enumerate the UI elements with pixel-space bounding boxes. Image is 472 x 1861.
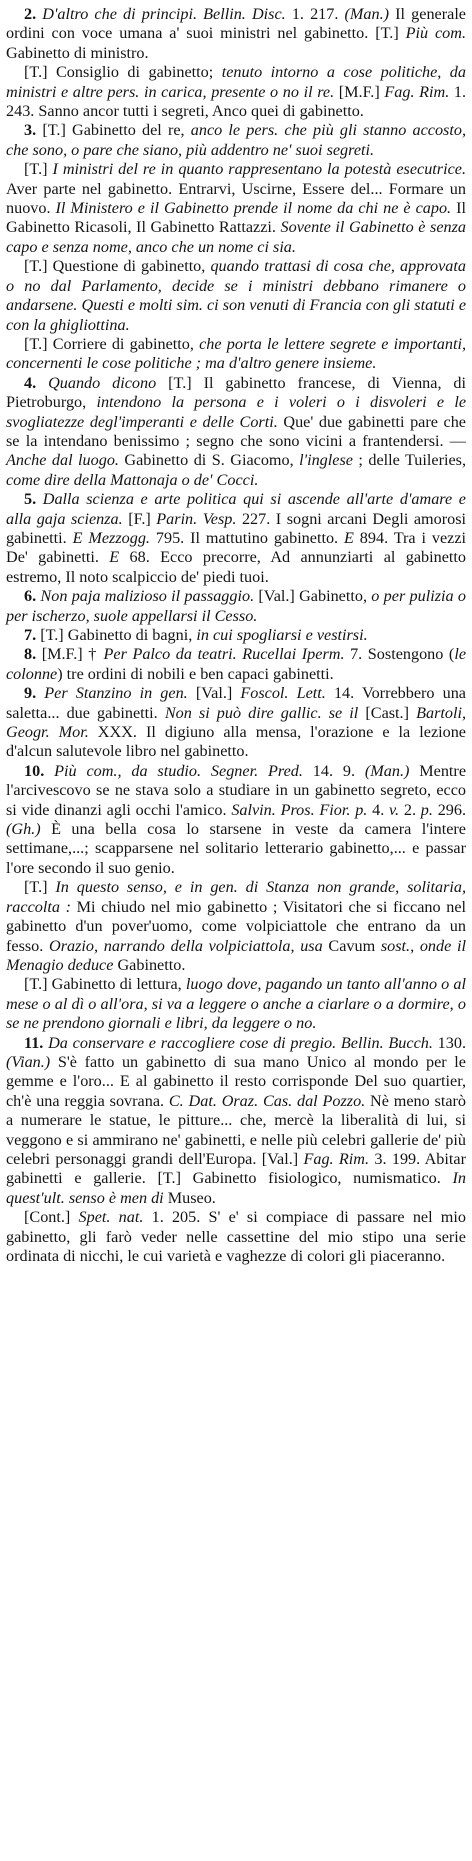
text-segment: 795. Il mattutino gabinetto. [149, 528, 344, 547]
text-segment: E [344, 528, 354, 547]
text-segment: [T.] Questione di gabinetto, [24, 257, 211, 276]
text-segment: [T.] Corriere di gabinetto, [24, 334, 200, 353]
text-segment: (Gh.) [6, 820, 41, 839]
entry-paragraph [6, 490, 466, 587]
text-segment: [Val.] [187, 684, 241, 703]
entry-paragraph [6, 160, 466, 257]
text-segment: Per Palco da teatri. Rucellai Iperm. [103, 645, 345, 664]
text-segment: ) tre ordini di nobili e ben capaci gabinetti. [57, 664, 334, 683]
text-segment: v. [389, 800, 400, 819]
text-segment: (Vian.) [6, 1052, 51, 1071]
text-segment: [T.] Consiglio di gabinetto; [24, 63, 222, 82]
entry-paragraph [6, 626, 466, 645]
text-segment: [T.] Gabinetto di bagni, [36, 626, 197, 644]
text-segment: 4. [367, 800, 390, 819]
text-segment: XXX. Il digiuno alla mensa, l'orazione e la lezione d'alcun salutevole libro nel gabinetto. [6, 723, 466, 761]
text-segment: Il Ministero e il Gabinetto prende il nome da chi ne è capo. [55, 199, 452, 218]
text-segment: 1. 205. S' e' si compiace di passare nel mio gabinetto, gli farò veder nelle cassettine del mio stipo una serie ordinata di nicchi, le cui varietà e vaghezze di colori gli piaceranno. [6, 1208, 466, 1265]
text-segment: Orazio, narrando della volpiciattola, usa [49, 936, 323, 955]
text-segment: I ministri del re in quanto rappresentano la potestà esecutrice. [52, 160, 466, 179]
text-segment: Bartoli, Geogr. Mor. [6, 703, 467, 742]
text-segment: intendono la persona e i voleri o i disvoleri e le svogliatezze degl'imperanti e delle Corti. [6, 393, 467, 431]
text-segment: le colonne [6, 645, 467, 683]
text-segment: in cui spogliarsi e vestirsi. [196, 626, 368, 644]
text-segment: (Man.) [364, 761, 410, 780]
text-segment: [M.F.] [334, 82, 385, 101]
text-segment: come dire della Mattonaja o de' Cocci. [6, 470, 259, 489]
text-segment: p. [420, 800, 433, 819]
text-segment: Foscol. Lett. [240, 684, 326, 703]
text-segment: 7. [24, 626, 37, 644]
text-segment: Salvin. Pros. Fior. p. [231, 800, 368, 819]
entry-paragraph [6, 335, 466, 374]
text-segment: 9. [24, 684, 37, 703]
text-segment: [T.] Gabinetto di lettura, [24, 975, 186, 994]
entry-paragraph [6, 684, 466, 762]
text-segment: [M.F.] † [36, 645, 104, 664]
text-segment: Anche dal luogo. [6, 451, 119, 470]
text-segment: 4. [24, 373, 37, 392]
text-segment: Più com., da studio. Segner. Pred. [44, 761, 303, 780]
text-segment: Mentre l'arcivescovo se ne stava solo a studiare in un gabinetto segreto, ecco si vide dinanzi agli occhi l'amico. [6, 761, 467, 819]
text-segment: ; delle Tuileries, [352, 451, 466, 470]
text-segment: [T.] Il gabinetto francese, di Vienna, di Pietroburgo, [6, 373, 467, 412]
entry-paragraph [6, 121, 466, 160]
text-segment: 296. [432, 800, 467, 819]
text-segment: 1. 243. Sanno ancor tutti i segreti, Anco quei di gabinetto. [6, 82, 467, 121]
text-segment: Cavum [322, 936, 381, 955]
text-segment: Aver parte nel gabinetto. Entrarvi, Uscirne, Essere del... Formare un nuovo. [6, 179, 466, 218]
text-segment: [F.] [122, 509, 157, 528]
text-segment: [Cast.] [358, 703, 417, 722]
entry-paragraph [6, 1208, 466, 1266]
text-segment: 2. [24, 5, 37, 23]
text-segment: E [109, 548, 120, 567]
text-segment: 227. I sogni arcani Degli amorosi gabinetti. [6, 509, 466, 547]
entry-paragraph [6, 63, 466, 121]
text-segment: Non paja malizioso il passaggio. [36, 587, 255, 606]
text-segment: Que' due gabinetti pare che se la intendano benissimo ; segno che sono vicini a frantendersi. — [6, 412, 466, 450]
text-segment: 894. Tra i vezzi De' gabinetti. [6, 528, 467, 567]
text-segment: E Mezzogg. [72, 528, 150, 547]
text-segment: Parin. Vesp. [156, 509, 237, 528]
text-segment: Museo. [163, 1188, 216, 1207]
text-segment: [T.] Gabinetto del re, [36, 121, 191, 140]
text-segment: (Man.) [344, 5, 390, 23]
text-segment: 7. Sostengono ( [344, 645, 455, 664]
entry-paragraph [6, 587, 466, 626]
entry-paragraph [6, 1034, 466, 1209]
text-segment: 1. 217. [291, 5, 345, 23]
text-segment: 8. [24, 645, 37, 664]
text-segment: È una bella cosa lo starsene in veste da camera l'intere settimane,...; scapparsene nel solitario letterario gabinetto,... e passar l'ore secondo il suo genio. [6, 820, 466, 877]
text-segment: Gabinetto di S. Giacomo, [118, 451, 300, 470]
entry-paragraph [6, 257, 466, 335]
entry-paragraph [6, 975, 466, 1033]
text-segment: Gabinetto. [113, 955, 186, 974]
text-segment: Sovente il Gabinetto è senza capo e senza nome, anco che un nome ci sia. [6, 218, 466, 256]
text-segment: 6. [24, 587, 37, 606]
text-segment: [T.] [24, 160, 53, 179]
text-segment: Spet. nat. [78, 1208, 144, 1227]
text-segment: S'è fatto un gabinetto di sua mano Unico al mondo per le gemme e l'oro... E al gabinetto il resto corrisponde Del suo quartier, ch'è una reggia sovrana. [6, 1052, 466, 1110]
text-segment: 3. 199. Abitar gabinetti e gallerie. [T.] Gabinetto fisiologico, numismatico. [6, 1149, 466, 1188]
text-segment: D'altro che di principi. Bellin. Disc. [36, 5, 292, 23]
entry-paragraph [6, 5, 466, 63]
text-segment: Gabinetto di ministro. [6, 43, 149, 62]
text-segment: anco le pers. che più gli stanno accosto, che sono, o pare che siano, più addentro ne' suoi segreti. [6, 121, 466, 159]
text-segment: Il Gabinetto Ricasoli, Il Gabinetto Rattazzi. [6, 199, 467, 237]
text-segment: 68. Ecco precorre, Ad annunziarti al gabinetto estremo, Il noto scalpiccio de' piedi tuoi. [6, 548, 466, 586]
text-segment: sost., onde il Menagio deduce [6, 936, 466, 974]
text-segment: Quando dicono [36, 373, 157, 392]
text-segment: o per pulizia o per ischerzo, suole appellarsi il Cesso. [6, 587, 466, 625]
text-segment: Fag. Rim. [384, 82, 450, 101]
text-segment: C. Dat. Oraz. Cas. dal Pozzo. [168, 1091, 366, 1110]
entry-paragraph [6, 878, 466, 975]
entry-paragraph [6, 374, 466, 490]
text-segment: In quest'ult. senso è men di [6, 1169, 466, 1207]
text-segment: 14. 9. [302, 761, 365, 780]
entry-paragraph [6, 645, 466, 684]
text-segment: tenuto intorno a cose politiche, da ministri e altre pers. in carica, presente o no il re. [6, 63, 466, 101]
text-segment: 130. [432, 1033, 467, 1052]
text-segment: Fag. Rim. [303, 1149, 370, 1168]
text-segment: 3. [24, 121, 37, 140]
text-segment: l'inglese [299, 451, 353, 470]
text-segment: Nè meno starò a numerare le statue, le pitture... che, mercè la liberalità di lui, si veggono e si ammirano ne' gabinetti, e nelle più celebri gallerie de' più celebri personaggi grandi dell'Europa. [Val.] [6, 1091, 466, 1168]
text-segment: 14. Vorrebbero una saletta... due gabinetti. [6, 684, 466, 722]
text-segment: 5. [24, 490, 37, 509]
entry-paragraph [6, 762, 466, 878]
text-segment: che porta le lettere segrete e importanti, concernenti le cose politiche ; ma d'altro genere insieme. [6, 334, 466, 373]
text-segment: [T.] [24, 878, 56, 897]
text-segment: Per Stanzino in gen. [36, 684, 188, 703]
text-segment: In questo senso, e in gen. di Stanza non grande, solitaria, raccolta : [6, 878, 467, 916]
text-segment: Mi chiudo nel mio gabinetto ; Visitatori che si ficcano nel gabinetto d'un pover'uomo, come volpiciattole che entrano da un fesso. [6, 897, 467, 955]
text-segment: Da conservare e raccogliere cose di pregio. Bellin. Bucch. [43, 1033, 433, 1052]
text-segment: quando trattasi di cosa che, approvata o no dal Parlamento, decide se i ministri debbano rimanere o andarsene. Questi e molti sim. ci son venuti di Francia con gli statuti e con la ghigliottina. [6, 257, 466, 334]
text-segment: [Cont.] [24, 1208, 79, 1227]
text-segment: Più com. [405, 24, 466, 43]
text-segment: [Val.] Gabinetto, [254, 587, 372, 606]
text-segment: 10. [24, 761, 45, 780]
text-segment: Dalla scienza e arte politica qui si ascende all'arte d'amare e alla gaja scienza. [6, 490, 466, 528]
text-segment: 11. [24, 1033, 44, 1052]
text-segment: 2. [399, 800, 421, 819]
text-segment: Non si può dire gallic. se il [164, 703, 359, 722]
text-segment: luogo dove, pagando un tanto all'anno o al mese o al dì o all'ora, si va a leggere o anche a ciarlare o a dormire, o se ne prendono giornali e libri, da leggere o no. [6, 975, 466, 1033]
text-segment: Il generale ordini con voce umana a' suoi ministri nel gabinetto. [T.] [6, 5, 466, 43]
